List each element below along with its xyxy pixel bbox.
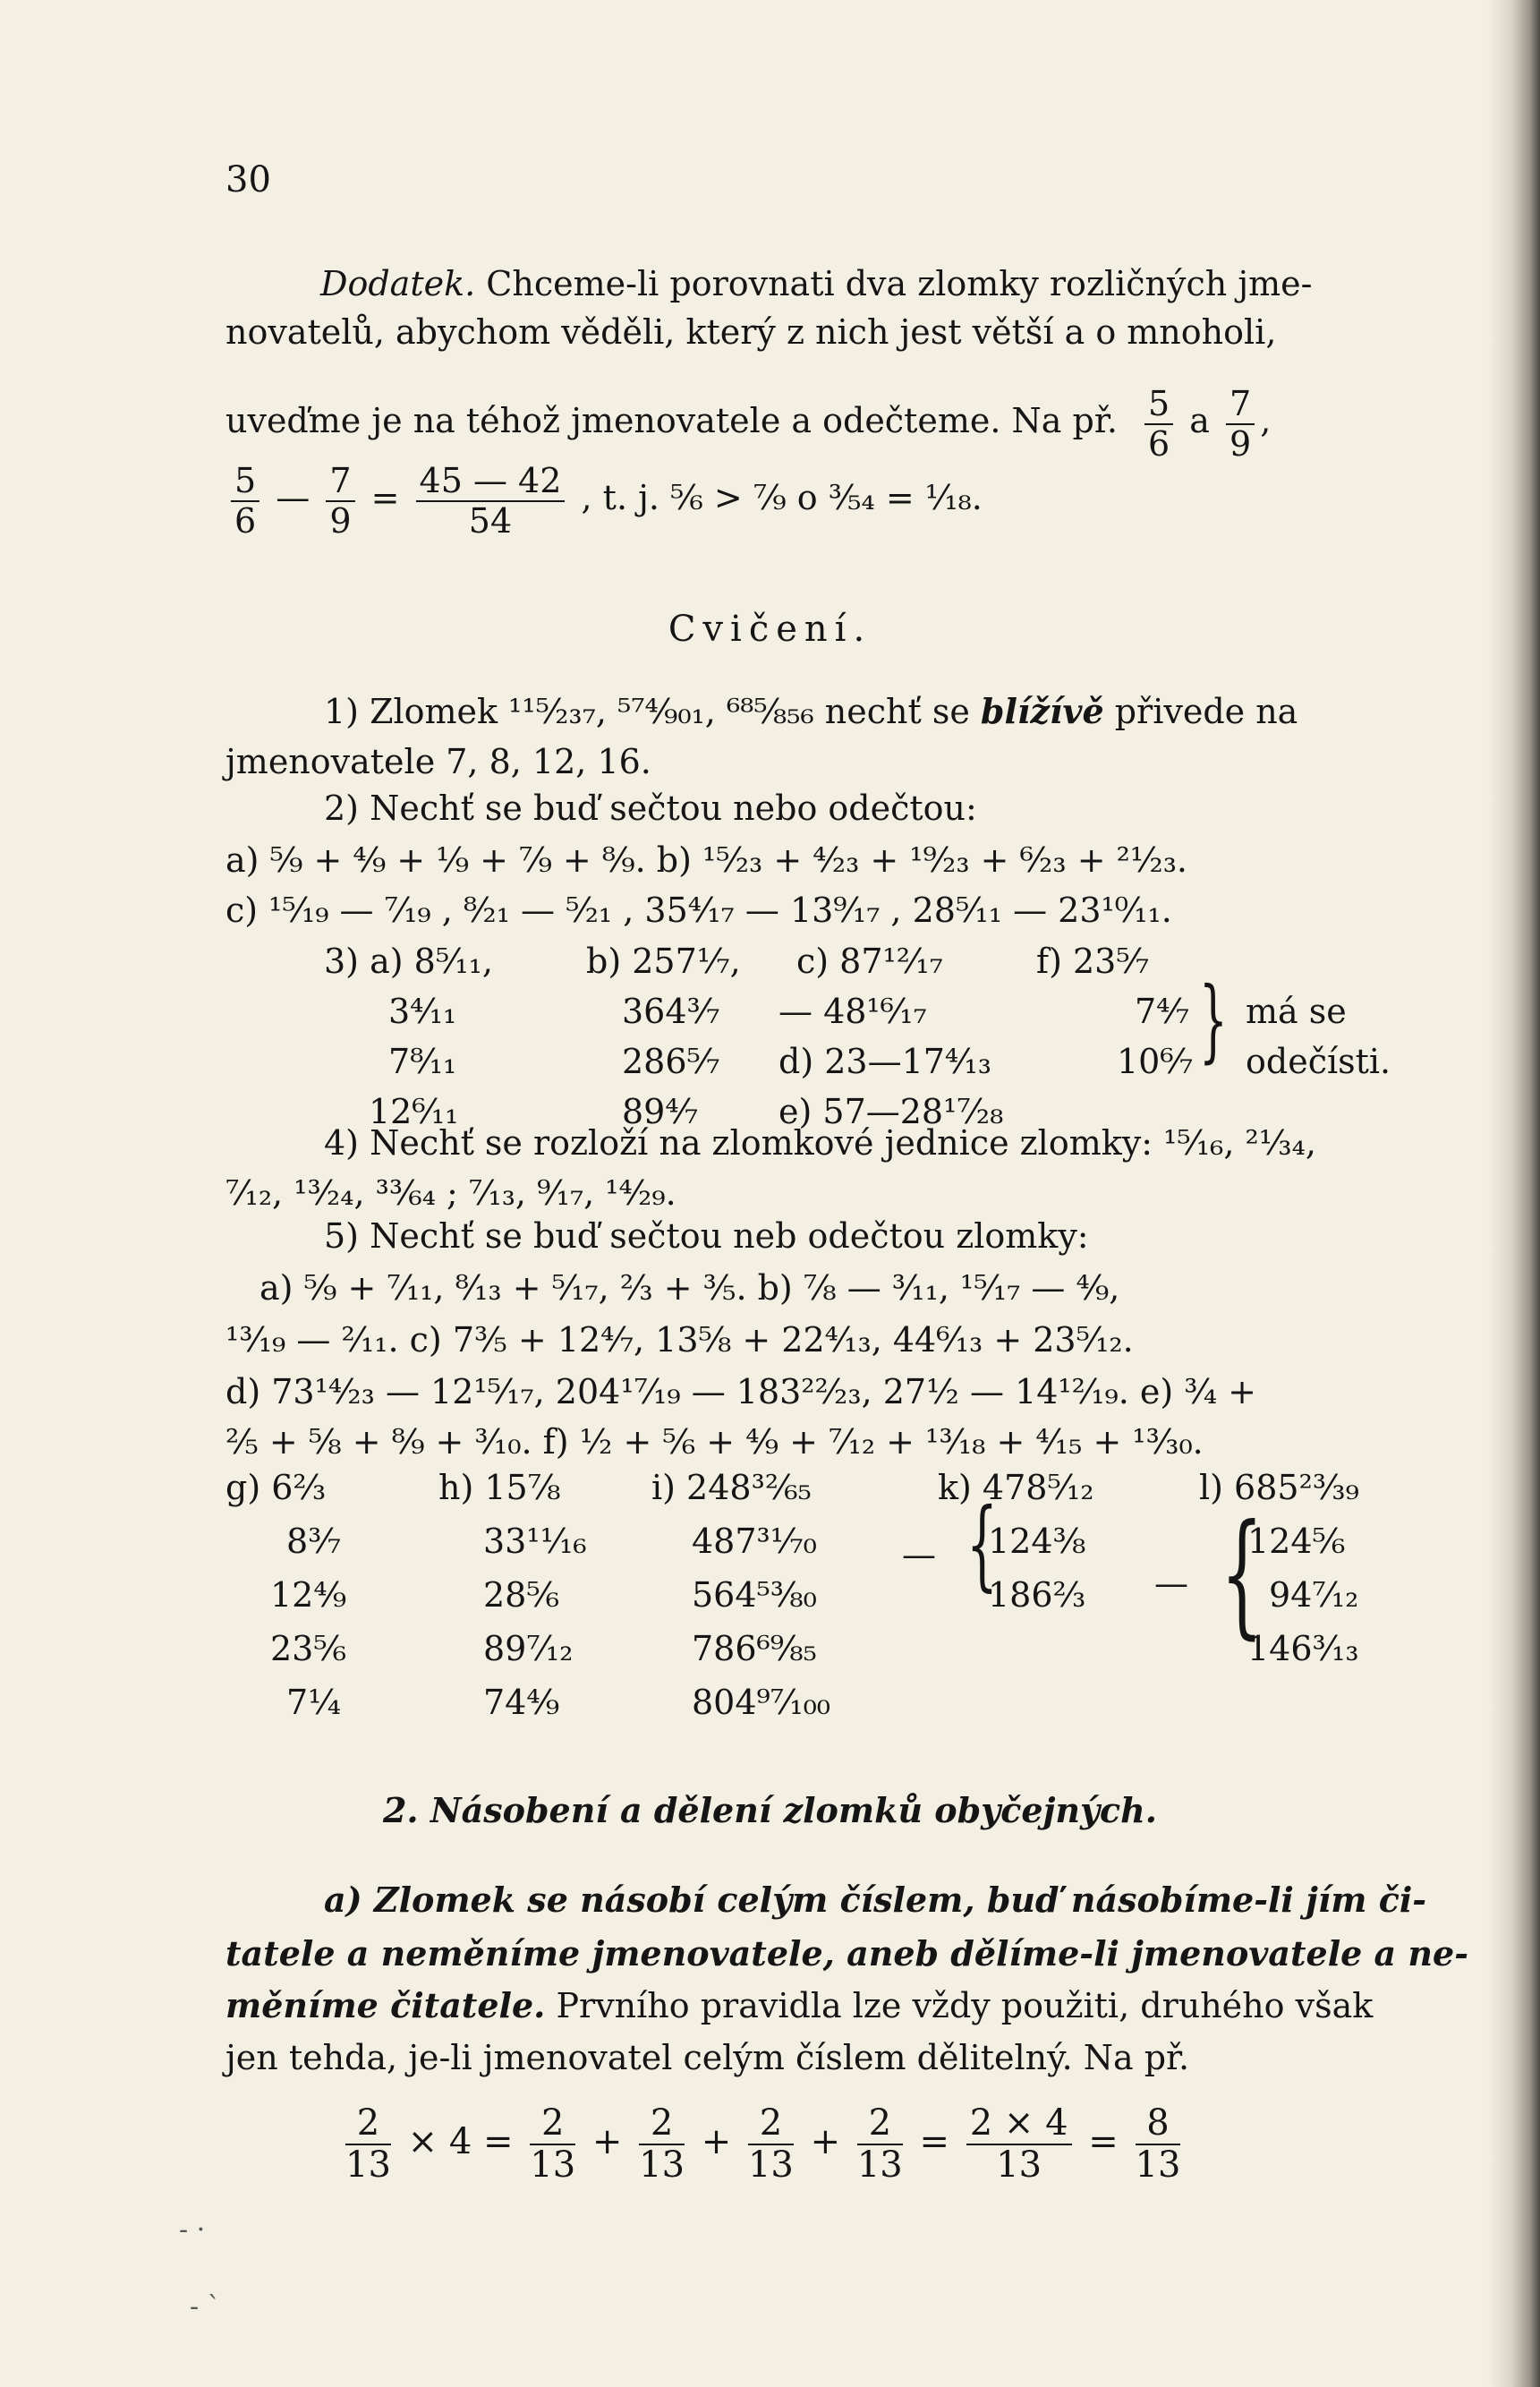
final-equation: $\frac{2}{13}$ × 4 = $\frac{2}{13}$ + $\frac{2}{13}$ + $\frac{2}{13}$ + $\frac{2}{13}$ = $\frac{2 \times 4}{13}$ = $\frac{8}{13}$ (345, 2102, 1181, 2186)
margin-mark: ‐ · (179, 2214, 206, 2246)
exercise-5-line-1: 5) Nechť se buď sečtou neb odečtou zlomky: (324, 1216, 1089, 1256)
table-col-k: k) 478⁵⁄₁₂ 124³⁄₈ 186²⁄₃ (938, 1468, 1094, 1615)
final-frac-5: $\frac{2}{13}$ (856, 2102, 903, 2186)
exercise-5-line-3: ¹³⁄₁₉ — ²⁄₁₁. c) 7³⁄₅ + 12⁴⁄₇, 13⁵⁄₈ + 22⁴⁄₁₃, 44⁶⁄₁₃ + 23⁵⁄₁₂. (225, 1320, 1134, 1360)
table-l-minus: — (1154, 1564, 1188, 1603)
final-frac-3: $\frac{2}{13}$ (639, 2102, 685, 2186)
page-number: 30 (225, 159, 271, 200)
dodatek-line-2: novatelů, abychom věděli, který z nich jest větší a o mnoholi, (225, 312, 1277, 352)
exercise-4-line-2: ⁷⁄₁₂, ¹³⁄₂₄, ³³⁄₆₄ ; ⁷⁄₁₃, ⁹⁄₁₇, ¹⁴⁄₂₉. (225, 1173, 676, 1213)
final-frac-2: $\frac{2}{13}$ (530, 2102, 576, 2186)
eq-fraction-7-9: $\frac{7}{9}$ (326, 462, 354, 540)
table-l-brace: { (1221, 1496, 1263, 1652)
dodatek-line-1: Dodatek. Chceme-li porovnati dva zlomky rozličných jme- (320, 264, 1313, 303)
page-edge-shadow (1488, 0, 1540, 2387)
exercise-3-col-a: 3) a) 8⁵⁄₁₁, 3⁴⁄₁₁ 7⁸⁄₁₁ 12⁶⁄₁₁ (324, 942, 493, 1131)
exercise-5-line-5: ²⁄₅ + ⁵⁄₈ + ⁸⁄₉ + ³⁄₁₀. f) ¹⁄₂ + ⁵⁄₆ + ⁴⁄₉ + ⁷⁄₁₂ + ¹³⁄₁₈ + ⁴⁄₁₅ + ¹³⁄₃₀. (225, 1422, 1204, 1462)
final-frac-1: $\frac{2}{13}$ (345, 2102, 391, 2186)
section-2-heading: 2. Násobení a dělení zlomků obyčejných. (382, 1790, 1158, 1830)
dodatek-line-3: uveďme je na téhož jmenovatele a odečteme. Na př. $\frac{5}{6}$ a $\frac{7}{9}$ , (225, 384, 1272, 464)
table-col-l: l) 685²³⁄₃₉ 124⁵⁄₆ 94⁷⁄₁₂ 146³⁄₁₃ (1199, 1468, 1359, 1668)
exercise-1-line-1: 1) Zlomek ¹¹⁵⁄₂₃₇, ⁵⁷⁴⁄₉₀₁, ⁶⁸⁵⁄₈₅₆ nechť se blížívě přivede na (324, 691, 1298, 731)
exercise-3-note: má se odečísti. (1246, 992, 1391, 1081)
table-col-i: i) 248³²⁄₆₅ 487³¹⁄₇₀ 564⁵³⁄₈₀ 786⁶⁹⁄₈₅ 804⁹⁷⁄₁₀₀ (651, 1468, 831, 1722)
cviceni-heading: Cvičení. (668, 609, 872, 650)
exercise-2-line-2: a) ⁵⁄₉ + ⁴⁄₉ + ¹⁄₉ + ⁷⁄₉ + ⁸⁄₉. b) ¹⁵⁄₂₃ + ⁴⁄₂₃ + ¹⁹⁄₂₃ + ⁶⁄₂₃ + ²¹⁄₂₃. (225, 840, 1188, 880)
exercise-1-line-2: jmenovatele 7, 8, 12, 16. (225, 742, 651, 781)
exercise-3-col-f: f) 23⁵⁄₇ 7⁴⁄₇ 10⁶⁄₇ (1036, 942, 1194, 1081)
final-frac-product: $\frac{2 \times 4}{13}$ (966, 2103, 1072, 2186)
final-frac-4: $\frac{2}{13}$ (747, 2102, 794, 2186)
table-k-minus: — (902, 1535, 936, 1574)
rule-a-line-1: a) Zlomek se násobí celým číslem, buď násobíme-li jím či- (324, 1880, 1427, 1920)
fraction-5-6: $\frac{5}{6}$ (1144, 385, 1173, 463)
rule-a-line-3: měníme čitatele. Prvního pravidla lze vždy použiti, druhého však (225, 1985, 1374, 2025)
eq-fraction-45-42-54: $\frac{45 — 42}{54}$ (416, 462, 566, 540)
final-frac-result: $\frac{8}{13}$ (1135, 2102, 1181, 2186)
exercise-4-line-1: 4) Nechť se rozloží na zlomkové jednice zlomky: ¹⁵⁄₁₆, ²¹⁄₃₄, (324, 1123, 1316, 1163)
rule-a-line-2: tatele a neměníme jmenovatele, aneb dělíme-li jmenovatele a ne- (225, 1933, 1468, 1974)
exercise-3-col-c: c) 87¹²⁄₁₇ — 48¹⁶⁄₁₇ d) 23—17⁴⁄₁₃ e) 57—28¹⁷⁄₂₈ (779, 942, 1004, 1131)
eq-fraction-5-6: $\frac{5}{6}$ (231, 462, 260, 540)
margin-mark: ‐ ˋ (190, 2291, 221, 2323)
fraction-7-9: $\frac{7}{9}$ (1226, 385, 1255, 463)
exercise-5-line-2: a) ⁵⁄₉ + ⁷⁄₁₁, ⁸⁄₁₃ + ⁵⁄₁₇, ²⁄₃ + ³⁄₅. b) ⁷⁄₈ — ³⁄₁₁, ¹⁵⁄₁₇ — ⁴⁄₉, (260, 1268, 1120, 1308)
exercise-3-brace: } (1199, 968, 1228, 1072)
table-k-brace: { (966, 1487, 998, 1601)
table-col-g: g) 6²⁄₃ 8³⁄₇ 12⁴⁄₉ 23⁵⁄₆ 7¹⁄₄ (225, 1468, 347, 1722)
table-col-h: h) 15⁷⁄₈ 33¹¹⁄₁₆ 28⁵⁄₆ 89⁷⁄₁₂ 74⁴⁄₉ (438, 1468, 587, 1722)
exercise-2-line-3: c) ¹⁵⁄₁₉ — ⁷⁄₁₉ , ⁸⁄₂₁ — ⁵⁄₂₁ , 35⁴⁄₁₇ — 13⁹⁄₁₇ , 28⁵⁄₁₁ — 23¹⁰⁄₁₁. (225, 891, 1172, 930)
exercise-5-line-4: d) 73¹⁴⁄₂₃ — 12¹⁵⁄₁₇, 204¹⁷⁄₁₉ — 183²²⁄₂₃, 27¹⁄₂ — 14¹²⁄₁₉. e) ³⁄₄ + (225, 1372, 1256, 1411)
exercise-3-col-b: b) 257¹⁄₇, 364³⁄₇ 286⁵⁄₇ 89⁴⁄₇ (586, 942, 741, 1131)
rule-a-line-4: jen tehda, je-li jmenovatel celým číslem dělitelný. Na př. (225, 2038, 1190, 2077)
dodatek-equation: $\frac{5}{6}$ — $\frac{7}{9}$ = $\frac{45 — 42}{54}$ , t. j. ⁵⁄₆ > ⁷⁄₉ o ³⁄₅₄ = ¹⁄₁₈. (225, 462, 983, 540)
exercise-2-line-1: 2) Nechť se buď sečtou nebo odečtou: (324, 789, 977, 828)
